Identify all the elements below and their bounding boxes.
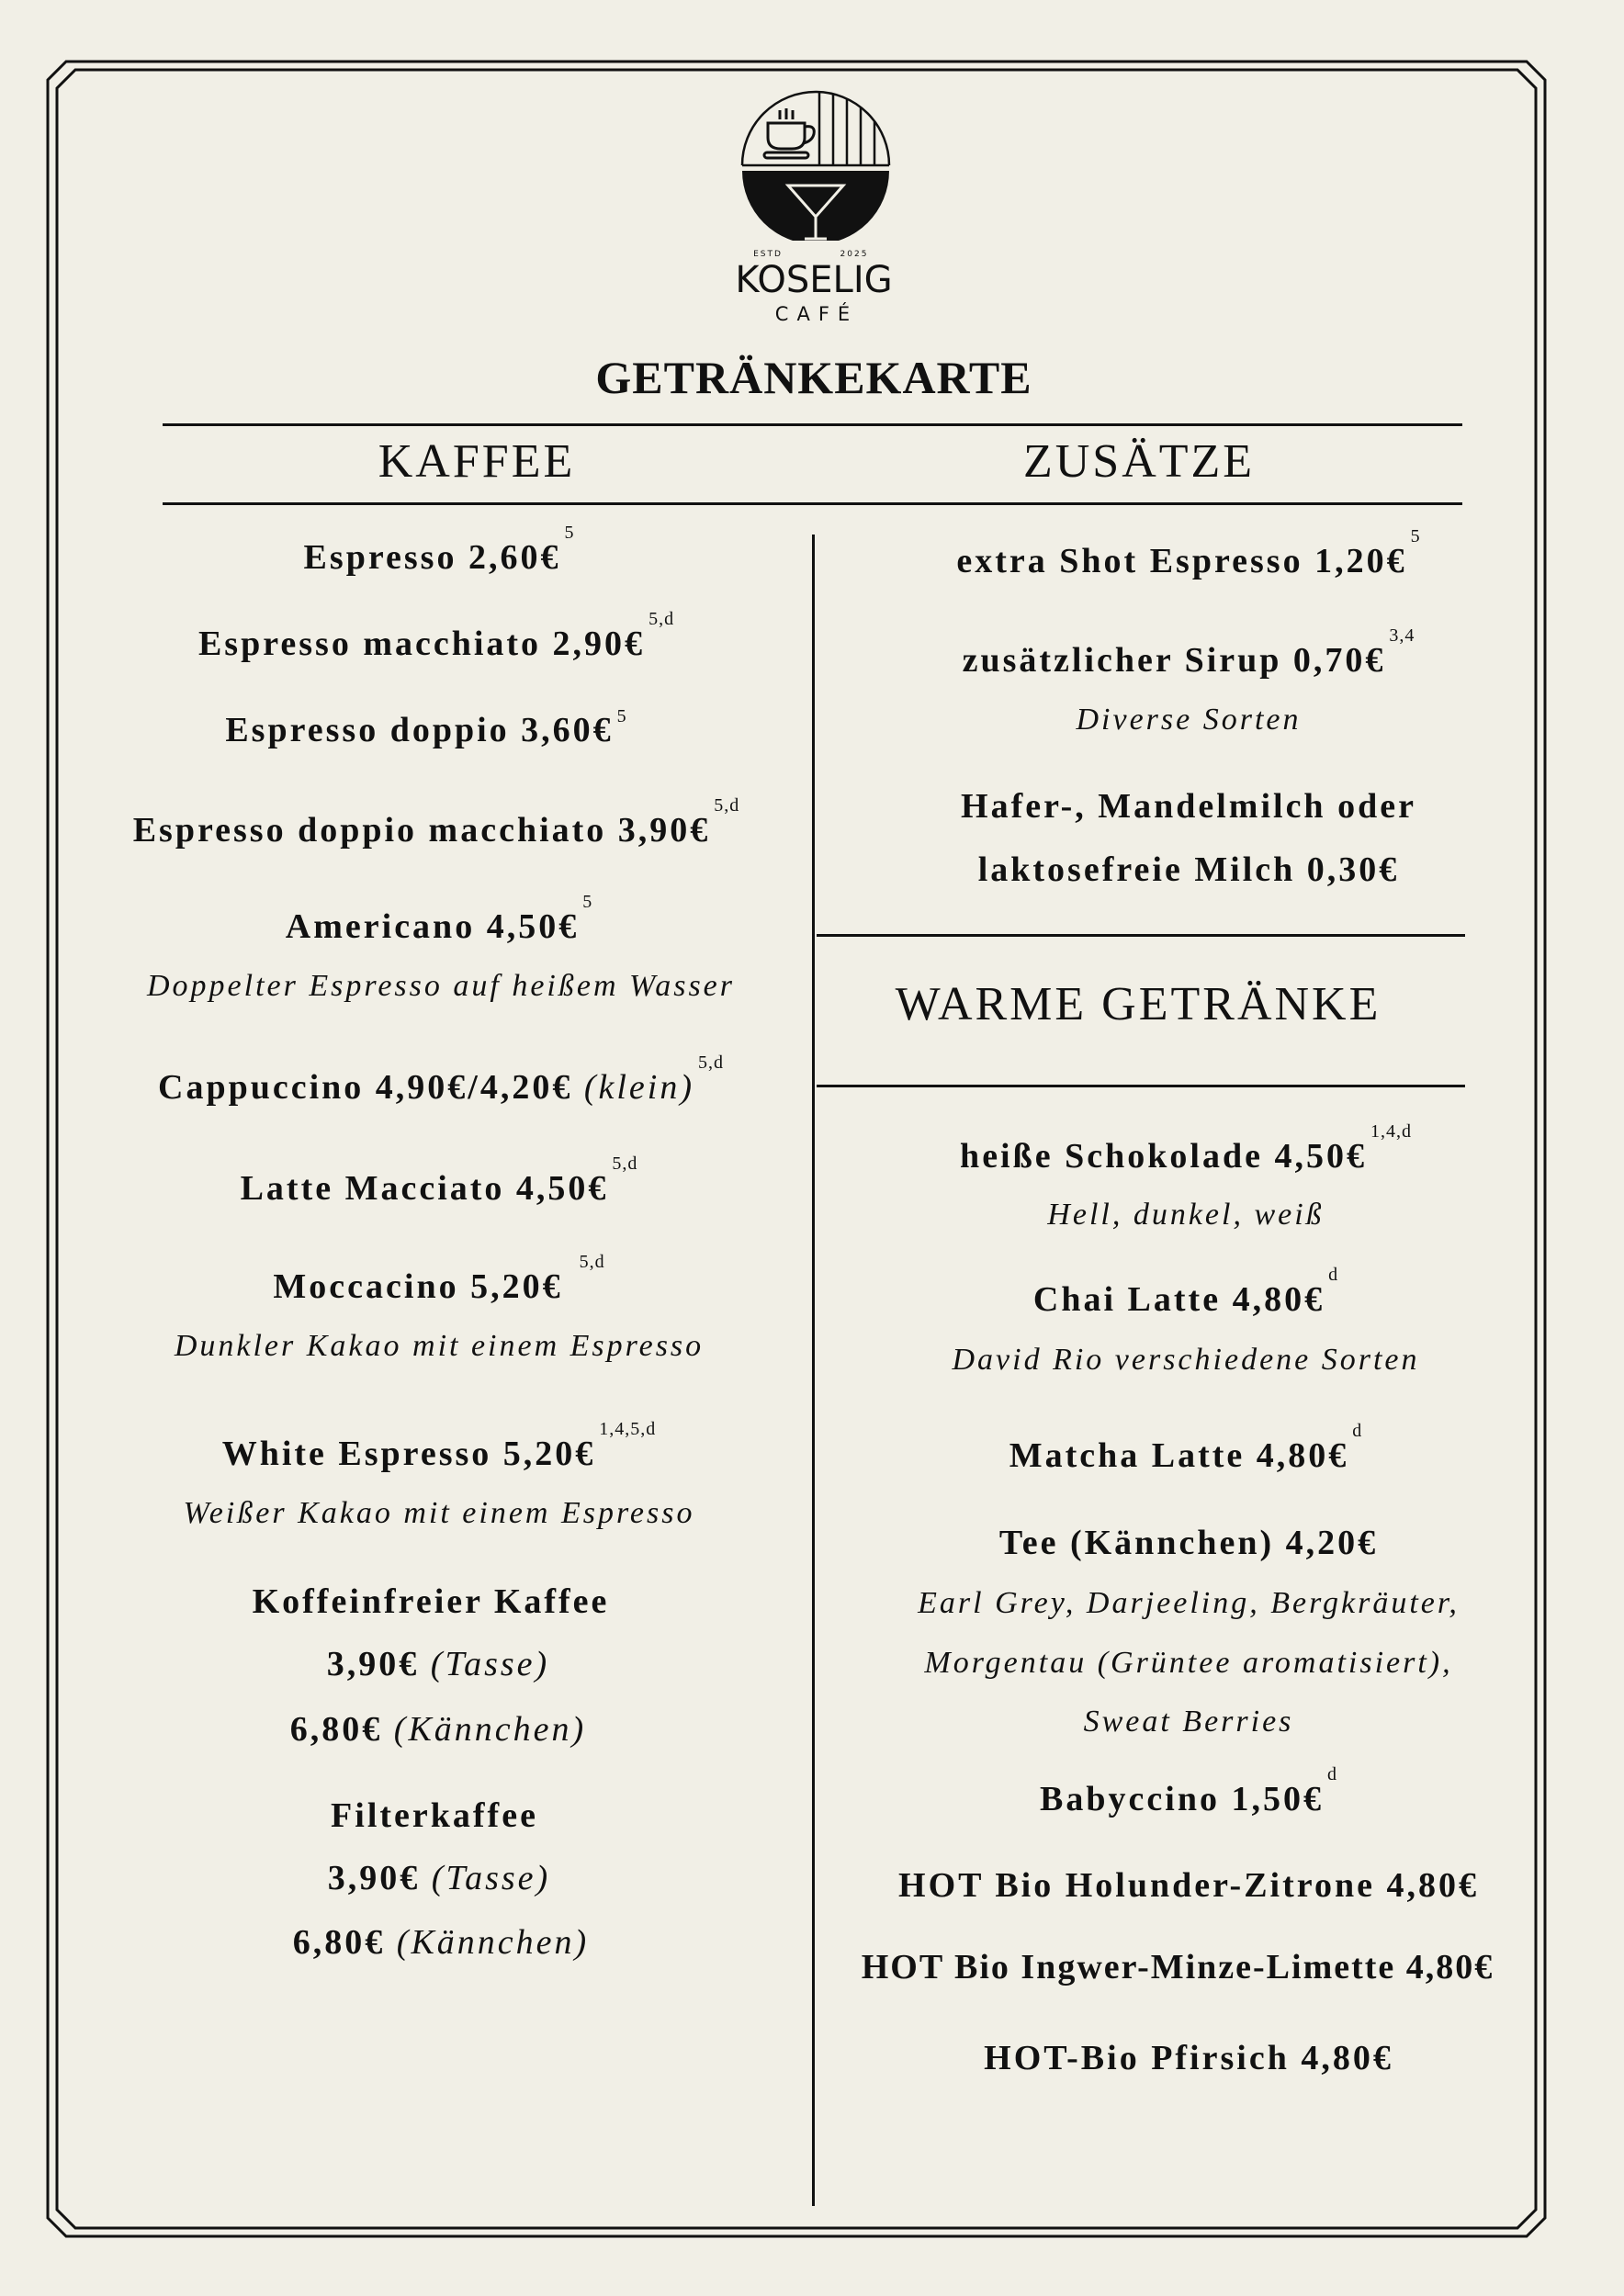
menu-item-tee: Tee (Kännchen) 4,20€ [998, 1524, 1379, 1562]
menu-item-extra-shot: extra Shot Espresso 1,20€$^5$ [956, 526, 1421, 580]
menu-item-chai-latte: Chai Latte 4,80€$^d$ [1032, 1265, 1339, 1319]
price-kaennchen: 6,80€ (Kännchen) [292, 1923, 590, 1962]
menu-item-hot-holunder-zitrone: HOT Bio Holunder-Zitrone 4,80€ [898, 1866, 1479, 1905]
menu-item-latte-macciato: Latte Macciato 4,50€$^{5,d}$ [240, 1154, 638, 1208]
menu-item-espresso-doppio-macchiato: Espresso doppio macchiato 3,90€$^{5,d}$ [132, 795, 740, 850]
menu-item-description: Dunkler Kakao mit einem Espresso [174, 1329, 705, 1363]
menu-item-heisse-schokolade: heiße Schokolade 4,50€$^{1,4,d}$ [960, 1121, 1412, 1176]
menu-item-description: Sweat Berries [1083, 1705, 1294, 1739]
allergen-note: 5 [582, 892, 593, 912]
menu-item-espresso-doppio: Espresso doppio 3,60€ $^5$ [225, 706, 627, 749]
menu-item-koffeinfreier-kaffee: Koffeinfreier Kaffee [252, 1582, 610, 1621]
menu-item-white-espresso: White Espresso 5,20€$^{1,4,5,d}$ [221, 1419, 657, 1473]
allergen-note: 5 [616, 706, 627, 726]
menu-item-milch-line-2: laktosefreie Milch 0,30€ [977, 850, 1400, 889]
menu-item-matcha-latte: Matcha Latte 4,80€$^d$ [1009, 1421, 1363, 1475]
menu-item-milch-line-1: Hafer-, Mandelmilch oder [961, 787, 1416, 826]
price-tasse: 3,90€ (Tasse) [327, 1859, 551, 1897]
menu-item-espresso-macchiato: Espresso macchiato 2,90€$^{5,d}$ [197, 609, 675, 663]
allergen-note: 5,d [648, 609, 675, 629]
allergen-note: 5 [1410, 526, 1421, 546]
allergen-note: d [1352, 1421, 1363, 1441]
menu-item-filterkaffee: Filterkaffee [331, 1796, 538, 1835]
heading-zusaetze: ZUSÄTZE [1022, 435, 1256, 488]
menu-item-sirup: zusätzlicher Sirup 0,70€$^{3,4}$ [962, 625, 1415, 680]
logo-estd: ESTD [753, 250, 783, 259]
menu-item-hot-ingwer-minze-limette: HOT Bio Ingwer-Minze-Limette 4,80€ [861, 1948, 1494, 1986]
heading-warme-getraenke: WARME GETRÄNKE [895, 978, 1382, 1030]
divider-warme-bottom [817, 1085, 1465, 1087]
menu-item-hot-bio-pfirsich: HOT-Bio Pfirsich 4,80€ [984, 2039, 1393, 2077]
allergen-note: 3,4 [1389, 625, 1415, 646]
logo-sub: CAFÉ [774, 303, 859, 325]
allergen-note: 5,d [714, 795, 740, 816]
menu-item-moccacino: Moccacino 5,20€$^{5,d}$ [273, 1252, 605, 1306]
price-tasse: 3,90€ (Tasse) [326, 1645, 550, 1683]
divider-header-bottom [163, 502, 1462, 505]
menu-item-babyccino: Babyccino 1,50€$^d$ [1040, 1764, 1337, 1818]
menu-item-description: Morgentau (Grüntee aromatisiert), [924, 1646, 1453, 1680]
allergen-note: 1,4,5,d [599, 1419, 657, 1439]
logo-emblem [740, 90, 891, 241]
logo-name: KOSELIG [735, 259, 893, 301]
logo-year: 2025 [840, 250, 869, 259]
menu-item-americano: Americano 4,50€$^5$ [285, 892, 593, 946]
allergen-note: 1,4,d [1370, 1121, 1412, 1142]
column-divider [812, 535, 815, 2206]
divider-warme-top [817, 934, 1465, 937]
menu-item-description: Hell, dunkel, weiß [1047, 1198, 1325, 1232]
allergen-note: d [1326, 1764, 1337, 1784]
menu-item-espresso: Espresso 2,60€$^5$ [303, 523, 575, 577]
menu-item-description: Diverse Sorten [1076, 703, 1302, 737]
allergen-note: d [1328, 1265, 1339, 1285]
price-kaennchen: 6,80€ (Kännchen) [289, 1710, 587, 1749]
coffee-cup-icon [764, 108, 814, 158]
menu-title: GETRÄNKEKARTE [595, 352, 1032, 403]
menu-item-description: Doppelter Espresso auf heißem Wasser [147, 969, 735, 1003]
menu-item-cappuccino: Cappuccino 4,90€/4,20€ (klein)$^{5,d}$ [158, 1052, 724, 1107]
allergen-note: 5,d [697, 1052, 724, 1073]
menu-item-description: Weißer Kakao mit einem Espresso [183, 1496, 695, 1530]
allergen-note: 5,d [579, 1252, 605, 1272]
heading-kaffee: KAFFEE [378, 435, 576, 488]
menu-item-description: Earl Grey, Darjeeling, Bergkräuter, [918, 1586, 1460, 1620]
divider-top [163, 423, 1462, 426]
menu-item-description: David Rio verschiedene Sorten [952, 1343, 1420, 1377]
allergen-note: 5 [564, 523, 575, 543]
allergen-note: 5,d [612, 1154, 638, 1174]
